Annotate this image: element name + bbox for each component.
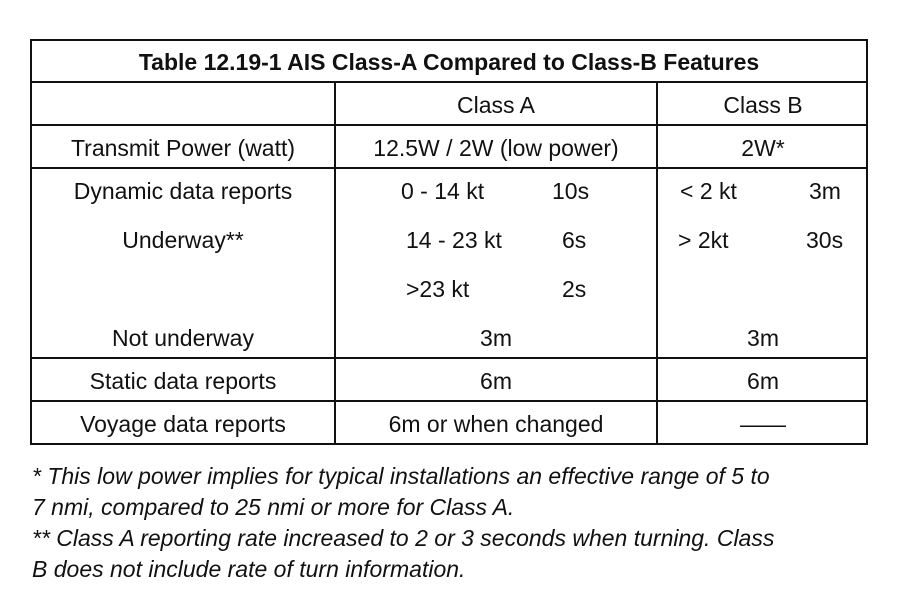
rule-under-header — [30, 124, 868, 126]
rule-under-static — [30, 400, 868, 402]
not-underway-label: Not underway — [112, 325, 254, 351]
class-b-rate: 3m — [809, 178, 841, 204]
rule-under-power — [30, 167, 868, 169]
class-a-rate: 10s — [552, 178, 590, 204]
transmit-power-class-a: 12.5W / 2W (low power) — [373, 135, 619, 161]
not-underway-class-a: 3m — [480, 325, 512, 351]
class-a-speed: 0 - 14 kt — [401, 178, 485, 204]
rule-col-b — [656, 81, 658, 445]
static-class-a: 6m — [480, 368, 512, 394]
dynamic-label: Dynamic data reports — [73, 178, 293, 204]
rule-under-dynamic — [30, 357, 868, 359]
class-a-rate: 6s — [562, 227, 587, 253]
voyage-class-a: 6m or when changed — [388, 411, 604, 437]
header-class-a: Class A — [457, 92, 535, 118]
voyage-label: Voyage data reports — [80, 411, 286, 437]
class-a-speed: >23 kt — [406, 276, 470, 302]
class-a-speed: 14 - 23 kt — [406, 227, 502, 253]
transmit-power-label: Transmit Power (watt) — [70, 135, 296, 161]
voyage-class-b: —— — [740, 411, 786, 437]
footnote-1-line-1: * This low power implies for typical installations an effective range of 5 to — [32, 463, 770, 489]
header-class-b: Class B — [723, 92, 803, 118]
not-underway-class-b: 3m — [747, 325, 779, 351]
class-b-rate: 30s — [806, 227, 844, 253]
rule-under-title — [30, 81, 868, 83]
static-class-b: 6m — [747, 368, 779, 394]
footnote-2-line-2: B does not include rate of turn information. — [32, 556, 466, 582]
class-a-rate: 2s — [562, 276, 587, 302]
class-b-speed: > 2kt — [678, 227, 729, 253]
static-label: Static data reports — [89, 368, 277, 394]
class-b-speed: < 2 kt — [680, 178, 737, 204]
underway-label: Underway** — [122, 227, 244, 253]
footnote-1-line-2: 7 nmi, compared to 25 nmi or more for Class A. — [32, 494, 515, 520]
rule-col-a — [334, 81, 336, 445]
transmit-power-class-b: 2W* — [741, 135, 785, 161]
footnote-2-line-1: ** Class A reporting rate increased to 2 or 3 seconds when turning. Class — [32, 525, 775, 551]
table-title: Table 12.19-1 AIS Class-A Compared to Class-B Features — [138, 49, 760, 75]
